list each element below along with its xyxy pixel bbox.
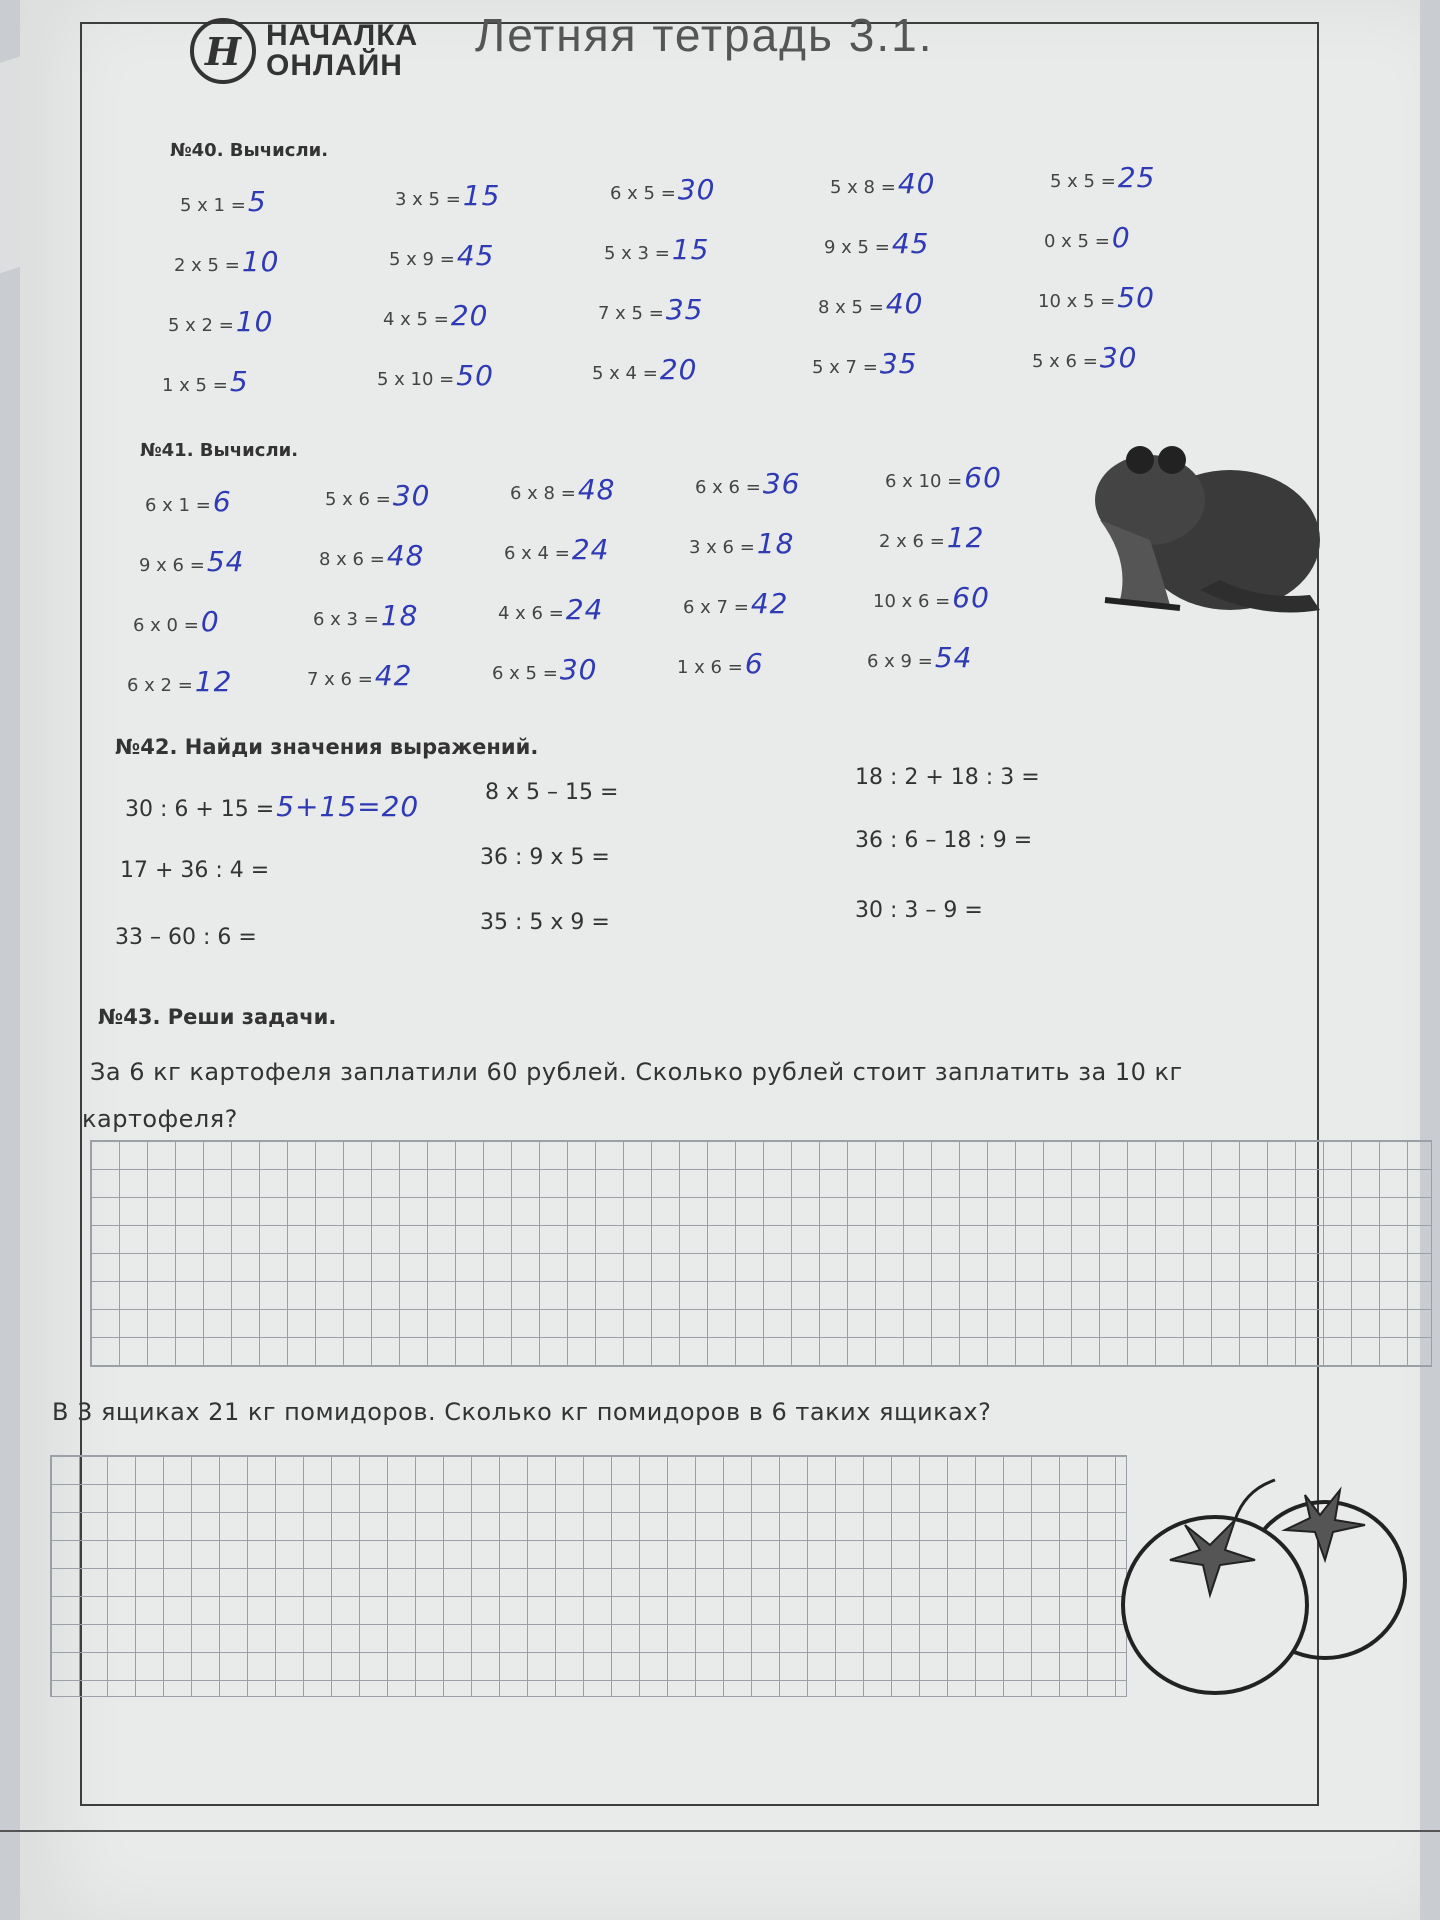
logo-line1: НАЧАЛКА [266, 19, 419, 52]
ex40-cell [824, 227, 929, 260]
handwritten-answer[interactable]: 15 [671, 233, 710, 266]
ex42-cell [480, 845, 612, 870]
ex40-cell [830, 167, 935, 200]
handwritten-answer[interactable]: 5 [247, 185, 267, 218]
ex41-cell [683, 587, 788, 620]
handwritten-answer[interactable]: 24 [565, 593, 604, 626]
ex40-cell [168, 305, 273, 338]
expression: 10 x 6 = [873, 591, 951, 612]
handwritten-answer[interactable]: 30 [1099, 341, 1138, 374]
expression: 9 x 5 = [824, 237, 890, 258]
ex41-cell [689, 527, 794, 560]
ex42-title: №42. Найди значения выражений. [115, 735, 539, 759]
handwritten-answer[interactable]: 48 [577, 473, 616, 506]
ex40-cell [1038, 281, 1155, 314]
ex41-cell [127, 665, 232, 698]
ex42-cell [855, 828, 1034, 853]
expression: 6 x 8 = [510, 483, 576, 504]
ex41-cell [307, 659, 412, 692]
ex41-cell [133, 605, 220, 638]
handwritten-answer[interactable]: 48 [386, 539, 425, 572]
ex40-cell [812, 347, 917, 380]
handwritten-answer[interactable]: 18 [380, 599, 419, 632]
ex41-cell [498, 593, 603, 626]
task1-line2: картофеля? [82, 1105, 238, 1133]
expression: 8 x 5 – 15 = [485, 780, 619, 805]
ex41-cell [325, 479, 430, 512]
expression: 1 x 5 = [162, 375, 228, 396]
ex40-cell [377, 359, 494, 392]
expression: 5 x 2 = [168, 315, 234, 336]
ex41-cell [873, 581, 990, 614]
handwritten-answer[interactable]: 12 [946, 521, 985, 554]
task2-text: В 3 ящиках 21 кг помидоров. Сколько кг помидоров в 6 таких ящиках? [52, 1398, 992, 1426]
ex41-cell [492, 653, 597, 686]
ex41-cell [510, 473, 615, 506]
expression: 6 x 4 = [504, 543, 570, 564]
expression: 2 x 6 = [879, 531, 945, 552]
ex40-cell [1032, 341, 1137, 374]
handwritten-answer[interactable]: 54 [206, 545, 245, 578]
page-title: Летняя тетрадь 3.1. [475, 9, 934, 61]
handwritten-answer[interactable]: 0 [200, 605, 220, 638]
handwritten-answer[interactable]: 25 [1117, 161, 1156, 194]
expression: 6 x 2 = [127, 675, 193, 696]
ex41-title: №41. Вычисли. [140, 440, 299, 461]
expression: 2 x 5 = [174, 255, 240, 276]
handwritten-answer[interactable]: 42 [374, 659, 413, 692]
ex42-cell [855, 765, 1042, 790]
ex41-cell [867, 641, 972, 674]
answer-grid-1[interactable] [90, 1140, 1432, 1367]
expression: 6 x 3 = [313, 609, 379, 630]
expression: 6 x 0 = [133, 615, 199, 636]
handwritten-answer[interactable]: 30 [677, 173, 716, 206]
expression: 6 x 10 = [885, 471, 963, 492]
ex41-cell [504, 533, 609, 566]
ex42-cell [855, 898, 985, 923]
handwritten-answer[interactable]: 15 [462, 179, 501, 212]
handwritten-answer[interactable]: 0 [1111, 221, 1131, 254]
expression: 4 x 5 = [383, 309, 449, 330]
expression: 10 x 5 = [1038, 291, 1116, 312]
expression: 5 x 4 = [592, 363, 658, 384]
logo-icon: Н [190, 18, 256, 84]
ex41-cell [885, 461, 1002, 494]
expression: 5 x 8 = [830, 177, 896, 198]
expression: 5 x 9 = [389, 249, 455, 270]
handwritten-answer[interactable]: 60 [952, 581, 990, 614]
handwritten-answer[interactable]: 45 [891, 227, 930, 260]
handwritten-answer[interactable]: 54 [934, 641, 973, 674]
expression: 5 x 6 = [1032, 351, 1098, 372]
handwritten-answer[interactable]: 60 [964, 461, 1002, 494]
worksheet-page [20, 0, 1420, 1920]
expression: 33 – 60 : 6 = [115, 925, 257, 950]
expression: 5 x 3 = [604, 243, 670, 264]
handwritten-answer[interactable]: 10 [241, 245, 280, 278]
handwritten-answer[interactable]: 35 [879, 347, 918, 380]
handwritten-answer[interactable]: 18 [756, 527, 795, 560]
ex42-cell [115, 925, 259, 950]
ex40-cell [180, 185, 267, 218]
ex42-cell [125, 790, 419, 823]
ex42-cell [480, 910, 612, 935]
frog-icon [1080, 430, 1330, 630]
expression: 18 : 2 + 18 : 3 = [855, 765, 1040, 790]
expression: 6 x 5 = [492, 663, 558, 684]
handwritten-answer[interactable]: 35 [665, 293, 704, 326]
expression: 9 x 6 = [139, 555, 205, 576]
logo [190, 18, 418, 84]
ex40-cell [610, 173, 715, 206]
expression: 5 x 5 = [1050, 171, 1116, 192]
expression: 5 x 7 = [812, 357, 878, 378]
logo-line2: ОНЛАЙН [266, 49, 403, 82]
expression: 17 + 36 : 4 = [120, 858, 270, 883]
expression: 30 : 6 + 15 = [125, 797, 275, 822]
expression: 6 x 6 = [695, 477, 761, 498]
handwritten-answer[interactable]: 12 [194, 665, 233, 698]
handwritten-answer[interactable]: 40 [897, 167, 936, 200]
ex41-cell [145, 485, 232, 518]
expression: 5 x 10 = [377, 369, 455, 390]
expression: 6 x 5 = [610, 183, 676, 204]
ex41-cell [139, 545, 244, 578]
handwritten-answer[interactable]: 50 [1117, 281, 1155, 314]
expression: 7 x 5 = [598, 303, 664, 324]
ex40-cell [1050, 161, 1155, 194]
ex40-cell [389, 239, 494, 272]
handwritten-answer[interactable]: 42 [750, 587, 789, 620]
handwritten-answer[interactable]: 20 [659, 353, 698, 386]
handwritten-answer[interactable]: 5 [229, 365, 249, 398]
ex40-cell [592, 353, 697, 386]
handwritten-answer[interactable]: 45 [456, 239, 495, 272]
ex40-cell [395, 179, 500, 212]
expression: 5 x 1 = [180, 195, 246, 216]
handwritten-answer[interactable]: 50 [456, 359, 494, 392]
ex40-cell [818, 287, 923, 320]
ex43-title: №43. Реши задачи. [98, 1005, 337, 1029]
ex42-cell [485, 780, 620, 805]
ex40-title: №40. Вычисли. [170, 140, 329, 161]
tomatoes-icon [1115, 1450, 1415, 1700]
expression: 6 x 1 = [145, 495, 211, 516]
ex40-cell [604, 233, 709, 266]
handwritten-answer[interactable]: 36 [762, 467, 801, 500]
expression: 30 : 3 – 9 = [855, 898, 983, 923]
ex40-cell [162, 365, 249, 398]
expression: 4 x 6 = [498, 603, 564, 624]
answer-grid-2[interactable] [50, 1455, 1127, 1697]
expression: 6 x 9 = [867, 651, 933, 672]
expression: 1 x 6 = [677, 657, 743, 678]
handwritten-answer[interactable]: 10 [235, 305, 274, 338]
handwritten-answer[interactable]: 30 [559, 653, 598, 686]
expression: 6 x 7 = [683, 597, 749, 618]
ex40-cell [598, 293, 703, 326]
bottom-edge [0, 1830, 1440, 1832]
ex41-cell [319, 539, 424, 572]
ex41-cell [677, 647, 764, 680]
expression: 35 : 5 x 9 = [480, 910, 610, 935]
expression: 5 x 6 = [325, 489, 391, 510]
expression: 3 x 5 = [395, 189, 461, 210]
ex42-cell [120, 858, 271, 883]
task1-line1: За 6 кг картофеля заплатили 60 рублей. Сколько рублей стоит заплатить за 10 кг [90, 1058, 1183, 1086]
expression: 0 x 5 = [1044, 231, 1110, 252]
ex40-cell [174, 245, 279, 278]
expression: 7 x 6 = [307, 669, 373, 690]
handwritten-answer[interactable]: 30 [392, 479, 431, 512]
ex40-cell [1044, 221, 1131, 254]
handwritten-answer[interactable]: 20 [450, 299, 489, 332]
expression: 3 x 6 = [689, 537, 755, 558]
ex40-cell [383, 299, 488, 332]
expression: 8 x 5 = [818, 297, 884, 318]
handwritten-answer[interactable]: 24 [571, 533, 610, 566]
expression: 36 : 9 x 5 = [480, 845, 610, 870]
handwritten-answer[interactable]: 6 [212, 485, 232, 518]
handwritten-answer[interactable]: 6 [744, 647, 764, 680]
expression: 36 : 6 – 18 : 9 = [855, 828, 1033, 853]
ex41-cell [695, 467, 800, 500]
ex41-cell [313, 599, 418, 632]
ex41-cell [879, 521, 984, 554]
expression: 8 x 6 = [319, 549, 385, 570]
handwritten-answer[interactable]: 5+15=20 [276, 790, 420, 823]
handwritten-answer[interactable]: 40 [885, 287, 924, 320]
